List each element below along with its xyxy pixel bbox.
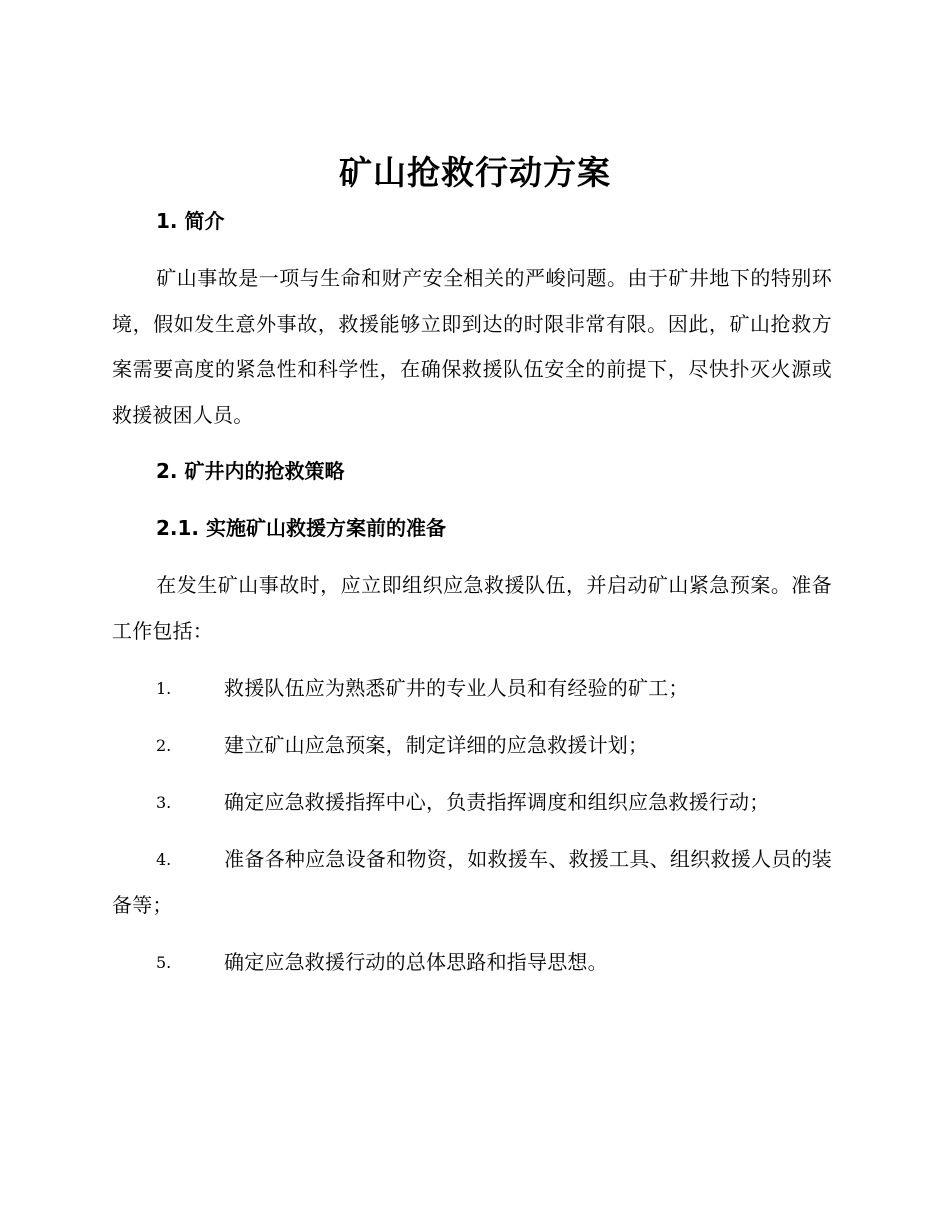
list-item-text: 建立矿山应急预案，制定详细的应急救援计划； [224,733,649,757]
section-heading-strategy: 2. 矿井内的抢救策略 [156,459,345,483]
document-title: 矿山抢救行动方案 [339,153,611,192]
preparation-paragraph-text: 在发生矿山事故时，应立即组织应急救援队伍，并启动矿山紧急预案。准备工作包括： [112,573,832,643]
list-item-number: 1. [156,679,172,698]
list-item [112,723,832,769]
intro-paragraph-text: 矿山事故是一项与生命和财产安全相关的严峻问题。由于矿井地下的特别环境，假如发生意外事故，救援能够立即到达的时限非常有限。因此，矿山抢救方案需要高度的紧急性和科学性，在确保救援队伍安全的前提下，尽快扑灭火源或救援被困人员。 [112,266,832,427]
list-item-text: 确定应急救援指挥中心，负责指挥调度和组织应急救援行动； [224,790,770,814]
list-item-text: 确定应急救援行动的总体思路和指导思想。 [224,950,608,974]
list-item [112,666,832,712]
list-item-number: 4. [156,850,172,869]
list-item-text: 准备各种应急设备和物资，如救援车、救援工具、组织救援人员的装备等； [112,847,832,917]
list-item-number: 3. [156,793,172,812]
list-item [112,940,832,986]
intro-paragraph [112,256,832,438]
list-item-number: 5. [156,953,172,972]
section-heading-intro: 1. 简介 [156,209,225,233]
preparation-paragraph [112,563,832,654]
list-item-number: 2. [156,736,172,755]
list-item [112,780,832,826]
list-item [112,837,832,928]
section-heading-preparation: 2.1. 实施矿山救援方案前的准备 [156,516,446,540]
list-item-text: 救援队伍应为熟悉矿井的专业人员和有经验的矿工； [224,676,689,700]
